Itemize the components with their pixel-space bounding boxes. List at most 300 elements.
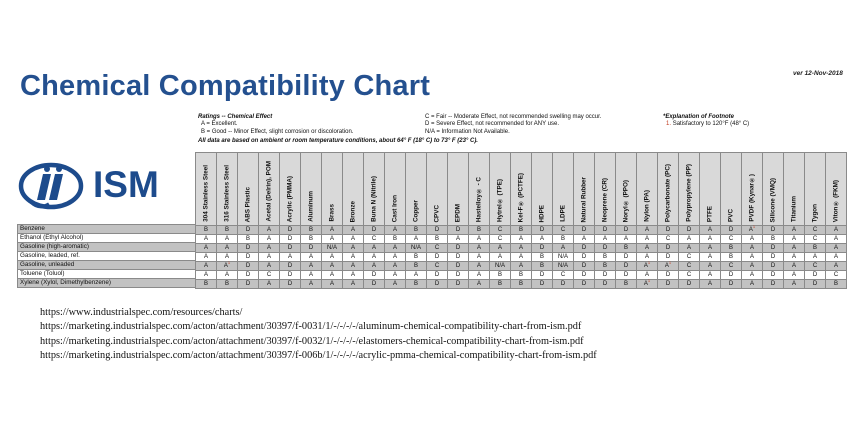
rating-cell [238,271,259,280]
rating-value: B [539,254,544,260]
rating-cell [385,226,406,235]
rating-cell [490,244,511,253]
chemical-row [18,270,197,279]
rating-value: A [371,245,376,251]
rating-value: B [518,281,523,287]
rating-cell [553,271,574,280]
rating-value: D [455,245,461,251]
rating-cell [364,235,385,244]
rating-cell [637,280,658,289]
rating-value: D [602,272,608,278]
rating-value: A [581,236,586,242]
rating-value: A [329,254,334,260]
rating-value: A [749,263,754,269]
rating-value: D [581,254,587,260]
material-header-label: CPVC [433,204,441,222]
rating-value: A [518,263,523,269]
rating-value: A [748,227,753,233]
rating-cell [280,226,301,235]
ism-logo [17,160,189,212]
rating-value: A [266,281,271,287]
rating-cell [490,253,511,262]
reference-link[interactable]: https://marketing.industrialspec.com/acton/attachment/30397/f-0032/1/-/-/-/-/elastomers-chemical-compatibility-chart-from-ism.pdf [40,335,584,347]
material-header [196,153,217,226]
rating-cell [679,280,700,289]
material-header-label: PVC [727,209,735,222]
rating-value: A [686,236,691,242]
rating-cell [196,244,217,253]
rating-value: A [833,236,838,242]
rating-value: A [224,254,229,260]
rating-cell [280,280,301,289]
rating-value: D [371,281,377,287]
reference-link[interactable]: https://marketing.industrialspec.com/acton/attachment/30397/f-0031/1/-/-/-/-/aluminum-chemical-compatibility-chart-from-ism.pdf [40,321,582,333]
rating-value: D [581,245,587,251]
rating-value: D [287,227,293,233]
rating-value: A [329,281,334,287]
chemical-name: Ethanol (Ethyl Alcohol) [18,234,197,243]
ratings-legend-2 [425,114,601,136]
chemical-names-column [17,224,197,288]
material-header-label: Acrylic (PMMA) [286,175,294,222]
rating-cell [616,244,637,253]
rating-value: D [665,254,671,260]
rating-value: D [728,281,734,287]
rating-cell [196,226,217,235]
rating-value: A [308,263,313,269]
rating-value: B [413,227,418,233]
rating-value: B [812,245,817,251]
rating-value: D [623,272,629,278]
rating-cell [343,235,364,244]
rating-value: B [308,227,313,233]
rating-cell [196,280,217,289]
rating-cell [301,253,322,262]
rating-cell [721,226,742,235]
rating-value: A [833,254,838,260]
rating-cell [805,253,826,262]
material-header-label: Hytrel® (TPE) [496,178,504,222]
rating-cell [385,253,406,262]
rating-value: A [203,272,208,278]
rating-cell [448,226,469,235]
rating-value: C [434,263,440,269]
rating-cell [805,280,826,289]
material-header-label: Acetal (Delrin), POM [265,161,273,222]
rating-value: B [518,227,523,233]
rating-cell [805,244,826,253]
rating-value: N/A [557,254,568,260]
rating-cell [658,271,679,280]
rating-value: D [665,227,671,233]
rating-cell [742,262,763,271]
rating-cell [238,235,259,244]
rating-cell [364,253,385,262]
table-row [196,226,847,235]
rating-cell [196,253,217,262]
rating-cell [385,235,406,244]
rating-value: A [518,236,523,242]
rating-cell [406,244,427,253]
rating-cell [343,244,364,253]
rating-value: A [749,236,754,242]
rating-cell [301,271,322,280]
rating-value: D [770,272,776,278]
rating-cell [616,262,637,271]
rating-a: A = Excellent. [201,121,238,128]
rating-cell [469,262,490,271]
material-header-label: Tygon [811,203,819,222]
rating-cell [532,280,553,289]
rating-cell [448,280,469,289]
rating-cell [658,280,679,289]
rating-cell [658,235,679,244]
rating-cell [301,226,322,235]
rating-cell [196,262,217,271]
rating-value: A [329,272,334,278]
rating-value: D [371,272,377,278]
footnote-text: Satisfactory to 120°F (48° C) [672,121,750,128]
rating-cell [511,226,532,235]
rating-value: A [644,236,649,242]
rating-cell [217,271,238,280]
rating-cell [763,280,784,289]
rating-cell [679,262,700,271]
table-row [196,280,847,289]
rating-value: A [476,236,481,242]
rating-value: A [707,263,712,269]
rating-value: C [833,272,839,278]
rating-value: D [245,245,251,251]
rating-value: A [476,245,481,251]
table-row [196,271,847,280]
rating-value: A [308,254,313,260]
rating-cell [469,280,490,289]
rating-value: D [581,263,587,269]
rating-value: A [644,245,649,251]
material-header [469,153,490,226]
rating-value: D [308,245,314,251]
rating-value: B [413,263,418,269]
rating-cell [784,235,805,244]
rating-cell [658,244,679,253]
rating-cell [700,271,721,280]
rating-cell [385,280,406,289]
rating-value: A [539,236,544,242]
rating-value: C [728,236,734,242]
rating-cell [595,262,616,271]
rating-cell [259,280,280,289]
rating-cell [427,226,448,235]
rating-cell [763,271,784,280]
material-header-label: 316 Stainless Steel [223,165,231,222]
rating-cell [490,271,511,280]
rating-value: A [266,236,271,242]
material-header-label: 304 Stainless Steel [202,165,210,222]
material-header-label: Viton® (FKM) [832,179,840,222]
rating-cell [322,271,343,280]
rating-cell [616,253,637,262]
rating-value: C [812,236,818,242]
reference-link[interactable]: https://www.industrialspec.com/resources/charts/ [40,307,243,318]
material-header [448,153,469,226]
rating-value: D [665,272,671,278]
rating-value: A [224,272,229,278]
rating-value: C [812,227,818,233]
rating-value: A [308,281,313,287]
rating-value: A [686,245,691,251]
rating-value: A [791,236,796,242]
rating-cell [721,262,742,271]
rating-value: D [287,281,293,287]
rating-cell [532,226,553,235]
material-header [679,153,700,226]
material-header-label: Polypropylene (PP) [685,164,693,222]
material-header [490,153,511,226]
rating-cell [469,235,490,244]
rating-cell [469,226,490,235]
rating-cell [364,226,385,235]
rating-value: A [643,281,648,287]
rating-cell [217,280,238,289]
rating-value: A [203,236,208,242]
rating-cell [574,253,595,262]
rating-cell [322,280,343,289]
rating-value: N/A [326,245,337,251]
rating-cell [217,226,238,235]
material-header [763,153,784,226]
rating-cell [322,235,343,244]
material-header-label: PVDF (Kynar®) [748,174,756,222]
chemical-name: Xylene (Xylol, Dimethylbenzene) [18,279,197,288]
rating-value: A [350,281,355,287]
rating-cell [490,235,511,244]
rating-cell [427,244,448,253]
rating-value: B [224,227,229,233]
rating-cell [679,226,700,235]
rating-value: D [434,281,440,287]
rating-value: B [560,236,565,242]
rating-cell [658,262,679,271]
material-header-label: Titanium [790,195,798,222]
material-header-label: Silicone (VMQ) [769,177,777,222]
rating-cell [616,226,637,235]
rating-cell [595,280,616,289]
rating-value: B [518,272,523,278]
rating-value: A [518,254,523,260]
rating-value: C [665,236,671,242]
rating-cell [721,280,742,289]
rating-cell [826,253,847,262]
rating-cell [511,244,532,253]
rating-cell [427,262,448,271]
rating-value: A [350,227,355,233]
rating-value: A [602,236,607,242]
rating-value: B [476,227,481,233]
rating-cell [448,271,469,280]
rating-value: C [686,272,692,278]
rating-value: A [350,272,355,278]
reference-link[interactable]: https://marketing.industrialspec.com/acton/attachment/30397/f-006b/1/-/-/-/-/acrylic-pmma-chemical-compatibility-chart-from-ism.pdf [40,350,597,362]
material-header-label: Neoprene (CR) [601,177,609,222]
rating-cell [742,271,763,280]
material-header-label: PTFE [706,205,714,222]
rating-cell [427,235,448,244]
rating-value: D [287,245,293,251]
rating-cell [721,244,742,253]
rating-cell [259,244,280,253]
ratings-heading: Ratings -- Chemical Effect [198,114,273,120]
rating-cell [595,253,616,262]
rating-value: A [791,245,796,251]
rating-cell [826,226,847,235]
rating-value: N/A [557,263,568,269]
material-header-label: Cast Iron [391,194,399,222]
chemical-name: Gasoline (high-aromatic) [18,243,197,252]
rating-cell [721,253,742,262]
rating-value: A [518,245,523,251]
material-header [658,153,679,226]
rating-cell [763,262,784,271]
rating-cell [259,253,280,262]
rating-cell [385,262,406,271]
rating-cell [679,244,700,253]
rating-value: A [413,272,418,278]
rating-cell [406,280,427,289]
rating-value: D [686,227,692,233]
rating-value: A [350,263,355,269]
rating-value: A [644,272,649,278]
rating-value: A [791,263,796,269]
compatibility-table [195,152,847,289]
rating-value: A [308,272,313,278]
material-header-label: Nylon (PA) [643,190,651,222]
rating-cell [553,280,574,289]
rating-value: D [770,245,776,251]
rating-value: A [371,263,376,269]
rating-value: C [686,263,692,269]
rating-cell [238,226,259,235]
rating-value: D [434,227,440,233]
footnote-line [663,121,749,128]
rating-cell [574,244,595,253]
chemical-row [18,243,197,252]
rating-cell [343,271,364,280]
rating-value: D [728,272,734,278]
chemical-row [18,234,197,243]
rating-cell [826,262,847,271]
rating-value: A [664,263,669,269]
rating-value: D [455,272,461,278]
rating-cell [700,262,721,271]
rating-value: A [749,254,754,260]
rating-value: C [497,236,503,242]
material-header-label: EPDM [454,203,462,222]
rating-cell [511,235,532,244]
rating-cell [532,235,553,244]
rating-cell [742,253,763,262]
rating-cell [763,226,784,235]
rating-cell [700,253,721,262]
rating-cell [763,235,784,244]
chemical-name: Gasoline, leaded, ref. [18,252,197,261]
rating-cell [532,253,553,262]
conditions-note: All data are based on ambient or room temperature conditions, about 64° F (18° C) to 73° F (23° C). [198,138,478,144]
rating-value: D [245,272,251,278]
rating-cell [490,226,511,235]
rating-cell [595,271,616,280]
chemical-row [18,225,197,234]
rating-value: A [223,263,228,269]
rating-value: A [350,254,355,260]
rating-cell [280,244,301,253]
material-header-label: ABS Plastic [244,186,252,222]
material-header [427,153,448,226]
rating-value: D [665,281,671,287]
material-header [553,153,574,226]
rating-value: B [602,254,607,260]
rating-value: D [434,272,440,278]
material-header [574,153,595,226]
rating-b: B = Good -- Minor Effect, slight corrosion or discoloration. [201,128,354,135]
rating-value: A [266,254,271,260]
material-header-label: Aluminum [307,191,315,222]
chemical-name: Toluene (Toluol) [18,270,197,279]
rating-value: A [392,272,397,278]
material-header-label: Hastelloy® - C [475,176,483,222]
rating-cell [196,235,217,244]
rating-cell [259,271,280,280]
rating-cell [511,271,532,280]
rating-cell [595,226,616,235]
rating-value: D [770,254,776,260]
rating-cell [238,253,259,262]
rating-value: C [434,245,440,251]
rating-value: D [812,272,818,278]
material-header [532,153,553,226]
table-row [196,262,847,271]
rating-cell [805,262,826,271]
rating-value: A [791,281,796,287]
rating-cell [238,262,259,271]
rating-value: D [287,263,293,269]
rating-value: A [791,254,796,260]
rating-value: A [707,254,712,260]
rating-value: A [644,227,649,233]
version-label: ver 12-Nov-2018 [793,70,843,77]
rating-value: B [413,254,418,260]
chemical-row [18,261,197,270]
rating-cell [322,253,343,262]
rating-cell [616,271,637,280]
rating-cell [637,226,658,235]
rating-value: A [392,254,397,260]
rating-value: A [560,245,565,251]
rating-cell [553,226,574,235]
rating-value: A [266,263,271,269]
rating-value: D [770,263,776,269]
rating-value: A [392,281,397,287]
rating-cell [385,271,406,280]
rating-value: B [308,236,313,242]
rating-cell [574,235,595,244]
footnote-legend [663,114,749,129]
rating-cell [259,226,280,235]
rating-cell [700,226,721,235]
rating-cell [679,253,700,262]
rating-cell [322,244,343,253]
rating-value: B [497,281,502,287]
